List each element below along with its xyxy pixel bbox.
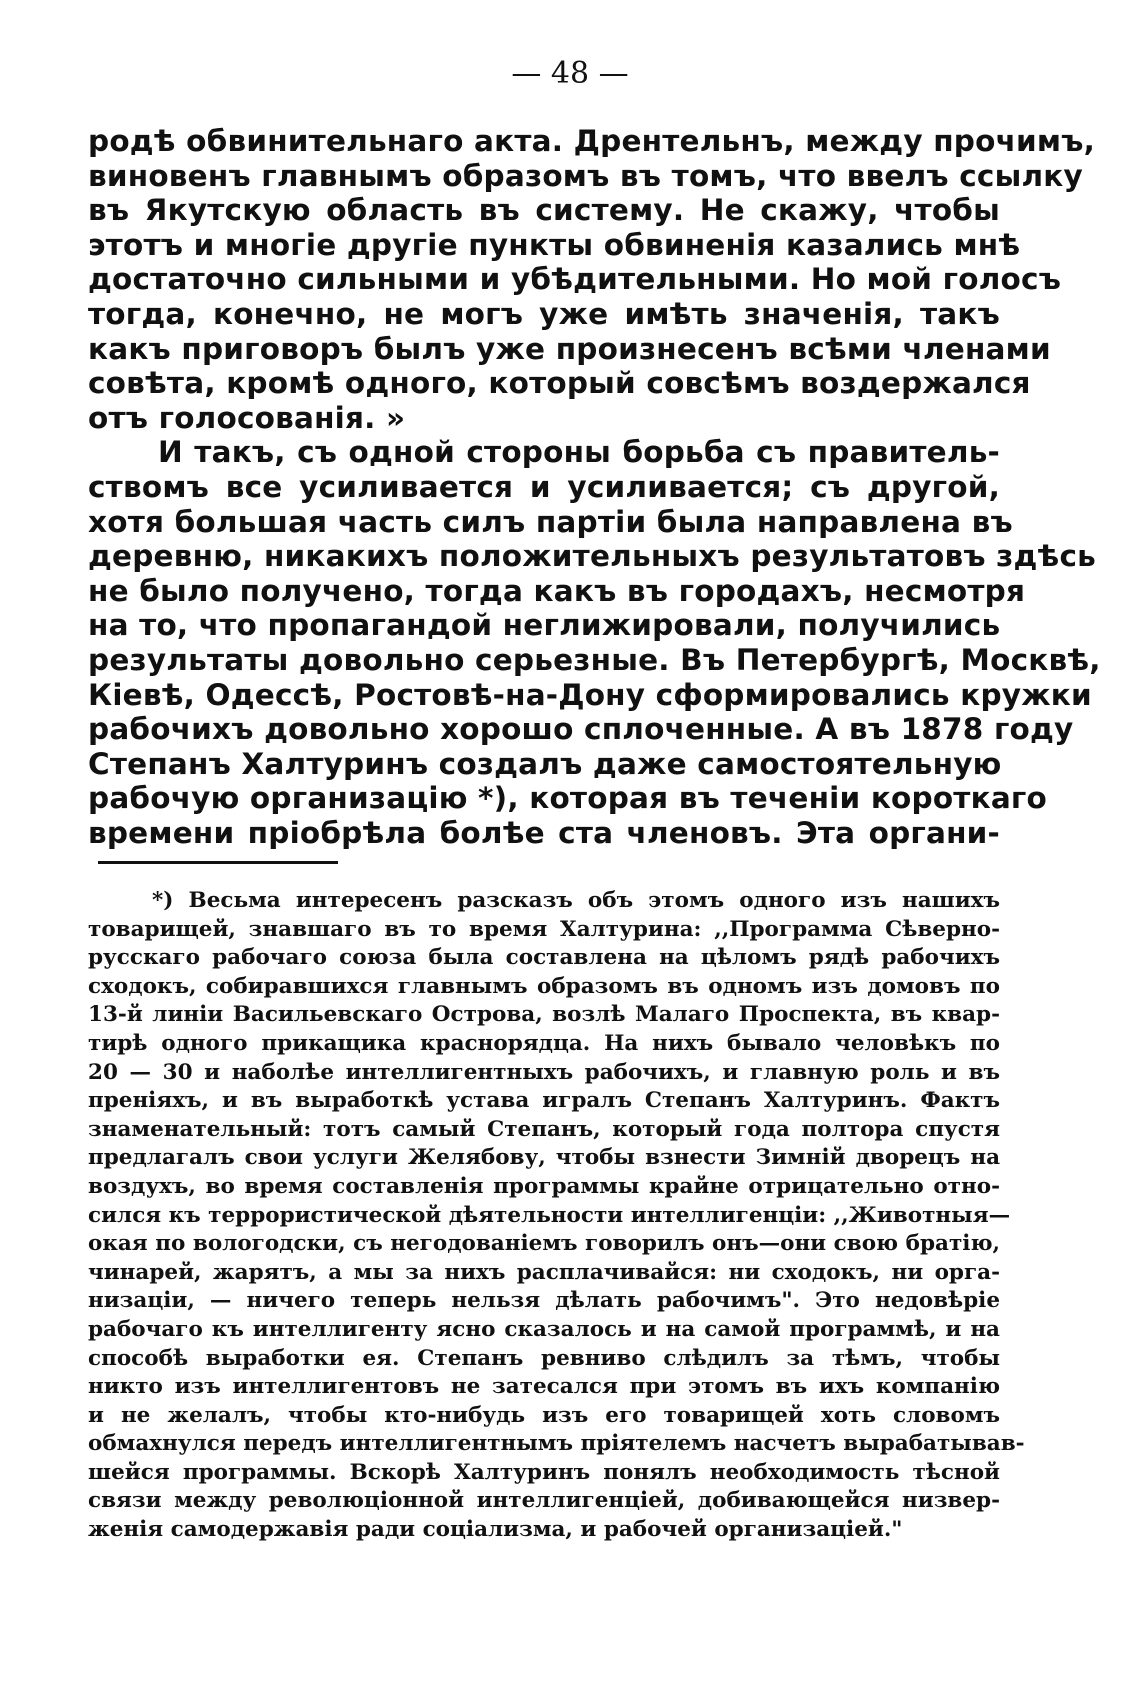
- main-text-line: И такъ, съ одной стороны борьба съ правитель-: [158, 435, 1000, 470]
- footnote-line: женія самодержавія ради соціализма, и рабочей организаціей.": [88, 1517, 903, 1543]
- main-text-line: не было получено, тогда какъ въ городахъ, несмотря: [88, 573, 1026, 608]
- footnote: [88, 887, 1025, 1545]
- footnote-line: шейся программы. Вскорѣ Халтуринъ понялъ необходимость тѣсной: [88, 1459, 1000, 1485]
- footnote-line: знаменательный: тотъ самый Степанъ, который года полтора спустя: [88, 1116, 1000, 1142]
- footnote-line: сился къ террористической дѣятельности интеллигенціи: ,,Животныя—: [88, 1202, 1011, 1228]
- main-text-line: рабочую организацію *), которая въ теченіи короткаго: [88, 781, 1048, 816]
- main-text-line: рабочихъ довольно хорошо сплоченные. А въ 1878 году: [88, 712, 1074, 747]
- footnote-line: связи между революціонной интеллигенціей, добивающейся низвер-: [88, 1488, 1000, 1514]
- main-text-line: какъ приговоръ былъ уже произнесенъ всѣми членами: [88, 331, 1051, 366]
- footnote-line: сходокъ, собиравшихся главнымъ образомъ въ одномъ изъ домовъ по: [88, 973, 1000, 999]
- main-text-line: родѣ обвинительнаго акта. Дрентельнъ, между прочимъ,: [88, 124, 1096, 158]
- main-text-line: этотъ и многіе другіе пункты обвиненія казались мнѣ: [88, 227, 1021, 262]
- main-text-line: Кіевѣ, Одессѣ, Ростовѣ-на-Дону сформировались кружки: [88, 677, 1092, 712]
- main-text-line: ствомъ все усиливается и усиливается; съ другой,: [88, 469, 1000, 504]
- footnote-line: и не желалъ, чтобы кто-нибудь изъ его товарищей хоть словомъ: [88, 1402, 1000, 1428]
- footnote-line: воздухъ, во время составленія программы крайне отрицательно отно-: [88, 1173, 1000, 1199]
- footnote-line: обмахнулся передъ интеллигентнымъ пріятелемъ насчетъ вырабатывав-: [88, 1431, 1025, 1457]
- main-text-line: Степанъ Халтуринъ создалъ даже самостоятельную: [88, 746, 1002, 781]
- main-text-line: хотя большая часть силъ партіи была направлена въ: [88, 504, 1013, 539]
- main-text-line: виновенъ главнымъ образомъ въ томъ, что ввелъ ссылку: [88, 158, 1083, 193]
- main-text-line: на то, что пропагандой неглижировали, получились: [88, 608, 1001, 643]
- footnote-line: русскаго рабочаго союза была составлена на цѣломъ рядѣ рабочихъ: [88, 945, 1000, 971]
- main-text-line: результаты довольно серьезные. Въ Петербургѣ, Москвѣ,: [88, 642, 1101, 677]
- footnote-line: *) Весьма интересенъ разсказъ объ этомъ одного изъ нашихъ: [152, 888, 1000, 913]
- main-text-line: достаточно сильными и убѣдительными. Но мой голосъ: [88, 262, 1062, 297]
- main-text-line: тогда, конечно, не могъ уже имѣть значенія, такъ: [88, 296, 1000, 331]
- main-text-line: отъ голосованія. »: [88, 400, 406, 435]
- footnote-line: 13-й линіи Васильевскаго Острова, возлѣ Малаго Проспекта, въ квар-: [88, 1002, 1000, 1028]
- footnote-line: преніяхъ, и въ выработкѣ устава игралъ Степанъ Халтуринъ. Фактъ: [88, 1088, 1000, 1114]
- footnote-line: чинарей, жарятъ, а мы за нихъ расплачивайся: ни сходокъ, ни орга-: [88, 1259, 1000, 1285]
- page-number: — 48 —: [511, 56, 629, 91]
- footnote-line: рабочаго къ интеллигенту ясно сказалось и на самой программѣ, и на: [88, 1316, 1000, 1342]
- main-text-line: въ Якутскую область въ систему. Не скажу, чтобы: [88, 193, 1000, 228]
- footnote-line: 20 — 30 и наболѣе интеллигентныхъ рабочихъ, и главную роль и въ: [88, 1059, 1000, 1085]
- footnote-line: предлагалъ свои услуги Желябову, чтобы взнести Зимній дворецъ на: [88, 1145, 1000, 1171]
- main-text: [88, 124, 1101, 850]
- footnote-line: никто изъ интеллигентовъ не затесался при этомъ въ ихъ компанію: [88, 1374, 1000, 1400]
- footnote-line: товарищей, знавшаго въ то время Халтурина: ,,Программа Сѣверно-: [88, 916, 1000, 942]
- main-text-line: времени пріобрѣла болѣе ста членовъ. Эта органи-: [88, 815, 1000, 850]
- main-text-line: совѣта, кромѣ одного, который совсѣмъ воздержался: [88, 366, 1031, 401]
- footnote-line: окая по вологодски, съ негодованіемъ говорилъ онъ—они свою братію,: [88, 1231, 1000, 1257]
- footnote-line: тирѣ одного прикащика краснорядца. На нихъ бывало человѣкъ по: [88, 1030, 1000, 1056]
- footnote-line: способѣ выработки ея. Степанъ ревниво слѣдилъ за тѣмъ, чтобы: [88, 1345, 1000, 1371]
- main-text-line: деревню, никакихъ положительныхъ результатовъ здѣсь: [88, 539, 1096, 574]
- footnote-divider: [98, 861, 338, 864]
- footnote-line: низаціи, — ничего теперь нельзя дѣлать рабочимъ". Это недовѣріе: [88, 1288, 1000, 1314]
